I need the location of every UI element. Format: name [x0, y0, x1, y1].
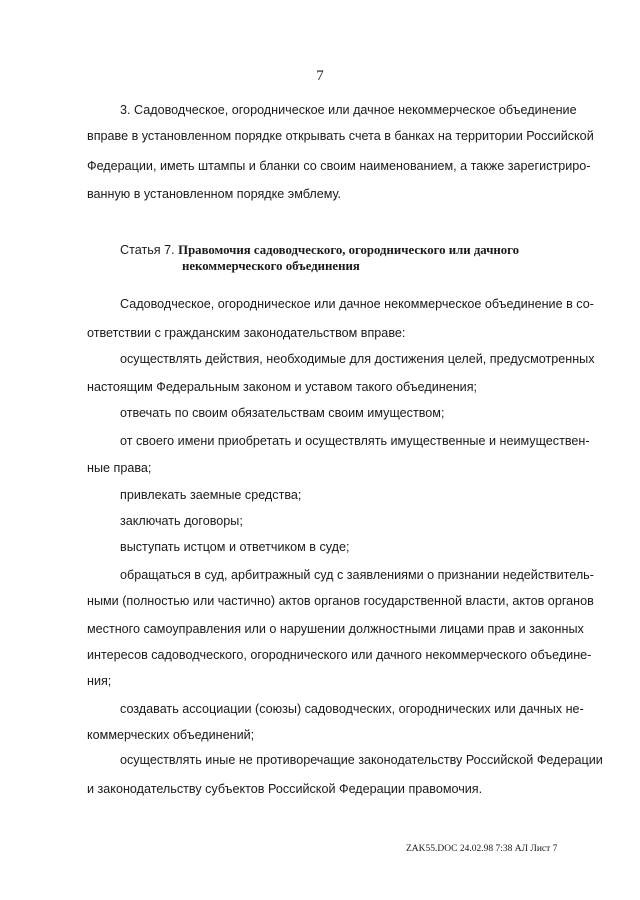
paragraph3-line-1: 3. Садоводческое, огородническое или дачное некоммерческое объединение: [120, 103, 577, 117]
article-title-line-2: некоммерческого объединения: [182, 259, 360, 273]
body-line-14: интересов садоводческого, огороднического или дачного некоммерческого объедине-: [87, 648, 592, 662]
body-line-18: осуществлять иные не противоречащие законодательству Российской Федерации: [120, 753, 603, 767]
article-title-line-1: Правомочия садоводческого, огороднического или дачного: [178, 243, 520, 257]
footer-filename: ZAK55.DOC 24.02.98 7:38 АЛ Лист 7: [406, 844, 558, 854]
body-line-9: заключать договоры;: [120, 514, 243, 528]
body-line-4: настоящим Федеральным законом и уставом такого объединения;: [87, 380, 478, 394]
body-line-8: привлекать заемные средства;: [120, 488, 302, 502]
article-label: Статья 7.: [120, 243, 175, 257]
body-line-13: местного самоуправления или о нарушении должностными лицами прав и законных: [87, 622, 584, 636]
article-heading: [120, 243, 519, 258]
body-line-6: от своего имени приобретать и осуществлять имущественные и неимуществен-: [120, 434, 590, 448]
page-number: 7: [316, 68, 324, 84]
body-line-1: Садоводческое, огородническое или дачное некоммерческое объединение в со-: [120, 297, 594, 311]
body-line-17: коммерческих объединений;: [87, 728, 255, 742]
body-line-7: ные права;: [87, 461, 152, 475]
body-line-19: и законодательству субъектов Российской Федерации правомочия.: [87, 782, 483, 796]
body-line-12: ными (полностью или частично) актов органов государственной власти, актов органов: [87, 594, 594, 608]
paragraph3-line-2: вправе в установленном порядке открывать счета в банках на территории Российской: [87, 129, 594, 143]
body-line-15: ния;: [87, 674, 112, 688]
paragraph3-line-4: ванную в установленном порядке эмблему.: [87, 187, 342, 201]
body-line-10: выступать истцом и ответчиком в суде;: [120, 540, 350, 554]
body-line-16: создавать ассоциации (союзы) садоводческих, огороднических или дачных не-: [120, 702, 584, 716]
body-line-2: ответствии с гражданским законодательством вправе:: [87, 326, 406, 340]
body-line-5: отвечать по своим обязательствам своим имуществом;: [120, 406, 445, 420]
body-line-11: обращаться в суд, арбитражный суд с заявлениями о признании недействитель-: [120, 568, 594, 582]
body-line-3: осуществлять действия, необходимые для достижения целей, предусмотренных: [120, 352, 595, 366]
paragraph3-line-3: Федерации, иметь штампы и бланки со своим наименованием, а также зарегистриро-: [87, 159, 591, 173]
